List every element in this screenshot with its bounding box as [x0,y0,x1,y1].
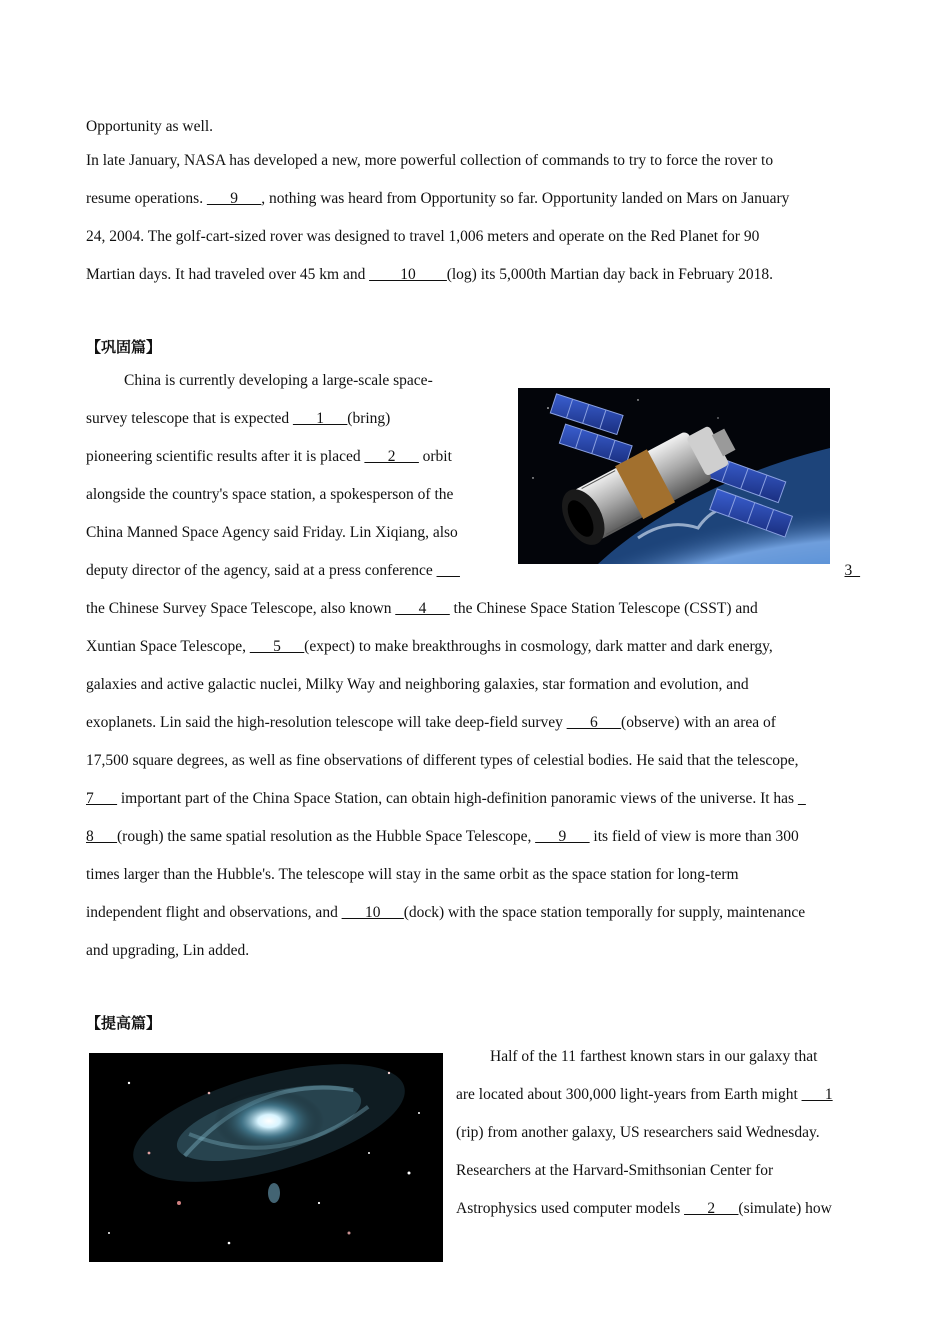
text-run: (rough) the same spatial resolution as the Hubble Space Telescope, [117,828,536,845]
answer-blank[interactable]: ___9___ [206,190,262,207]
text-run: orbit [418,448,452,465]
text-run: are located about 300,000 light-years from Earth might [456,1086,802,1103]
text-line [86,112,866,142]
text-run: Researchers at the Harvard-Smithsonian Center for [456,1162,774,1179]
blank-3[interactable]: 3_ [844,562,860,579]
passage-1 [86,112,866,294]
text-line [86,180,866,218]
text-run: (expect) to make breakthroughs in cosmology, dark matter and dark energy, [304,638,773,655]
text-run: pioneering scientific results after it is placed [86,448,365,465]
answer-blank[interactable]: ___2___ [364,448,419,465]
text-line [86,856,866,894]
text-run: Opportunity as well. [86,118,213,135]
text-run: (rip) from another galaxy, US researchers said Wednesday. [456,1124,820,1141]
text-run: and upgrading, Lin added. [86,942,250,959]
text-run: (bring) [347,410,391,427]
text-run: , nothing was heard from Opportunity so far. Opportunity landed on Mars on January [261,190,790,207]
text-run: Half of the 11 farthest known stars in our galaxy that [490,1048,818,1065]
text-line [456,1038,868,1076]
text-line [86,666,866,704]
text-run: the Chinese Survey Space Telescope, also known [86,600,396,617]
text-line [86,218,866,256]
answer-blank[interactable]: 7___ [86,790,117,807]
text-line [456,1076,868,1114]
answer-blank[interactable]: 8___ [86,828,117,845]
text-run: (dock) with the space station temporally for supply, maintenance [403,904,806,921]
text-run: (log) its 5,000th Martian day back in February 2018. [446,266,774,283]
text-line [86,590,866,628]
text-run: exoplanets. Lin said the high-resolution telescope will take deep-field survey [86,714,567,731]
text-line [86,894,866,932]
text-run: galaxies and active galactic nuclei, Milky Way and neighboring galaxies, star formation and evolution, and [86,676,749,693]
answer-blank[interactable]: ___6___ [566,714,622,731]
answer-blank[interactable]: _ [797,790,806,807]
answer-blank[interactable]: ___10___ [341,904,404,921]
text-line [86,142,866,180]
text-line [86,628,866,666]
text-run: China is currently developing a large-scale space- [124,372,433,389]
text-run: the Chinese Space Station Telescope (CSST) and [449,600,758,617]
answer-blank[interactable]: ___2___ [684,1200,739,1217]
text-run: (simulate) how [738,1200,832,1217]
text-run: important part of the China Space Station, can obtain high-definition panoramic views of the universe. It has [117,790,798,807]
text-line [456,1190,868,1228]
answer-blank[interactable]: ___1 [801,1086,833,1103]
text-run: survey telescope that is expected [86,410,294,427]
section-heading-consolidation: 【巩固篇】 [86,338,162,356]
galaxy-image [89,1053,443,1262]
text-run: independent flight and observations, and [86,904,342,921]
text-run: its field of view is more than 300 [589,828,799,845]
passage-2-full [86,590,866,970]
text-run: resume operations. [86,190,207,207]
text-run: deputy director of the agency, said at a press conference [86,562,437,579]
answer-blank[interactable]: ___4___ [395,600,450,617]
answer-blank[interactable]: ___9___ [535,828,590,845]
section-heading-improvement: 【提高篇】 [86,1014,162,1032]
text-line [456,1152,868,1190]
answer-blank[interactable]: ___5___ [249,638,305,655]
text-line [86,780,866,818]
answer-blank[interactable]: ___ [436,562,460,579]
text-run: 24, 2004. The golf-cart-sized rover was designed to travel 1,006 meters and operate on the Red Planet for 90 [86,228,760,245]
text-run: alongside the country's space station, a spokesperson of the [86,486,454,503]
text-line [86,932,866,970]
text-run: Martian days. It had traveled over 45 km and [86,266,370,283]
text-line [86,256,866,294]
passage-3 [456,1038,868,1228]
answer-blank[interactable]: ___1___ [293,410,348,427]
text-line [86,704,866,742]
text-run: (observe) with an area of [621,714,776,731]
text-run: Astrophysics used computer models [456,1200,685,1217]
text-run: China Manned Space Agency said Friday. Lin Xiqiang, also [86,524,458,541]
text-run: times larger than the Hubble's. The telescope will stay in the same orbit as the space station for long-term [86,866,739,883]
space-telescope-image [518,388,830,564]
text-line [456,1114,868,1152]
text-run: Xuntian Space Telescope, [86,638,250,655]
text-line [86,818,866,856]
text-run: 17,500 square degrees, as well as fine observations of different types of celestial bodies. He said that the telescope, [86,752,799,769]
text-line [86,742,866,780]
text-run: In late January, NASA has developed a new, more powerful collection of commands to try to force the rover to [86,152,774,169]
answer-blank[interactable]: ____10____ [369,266,447,283]
